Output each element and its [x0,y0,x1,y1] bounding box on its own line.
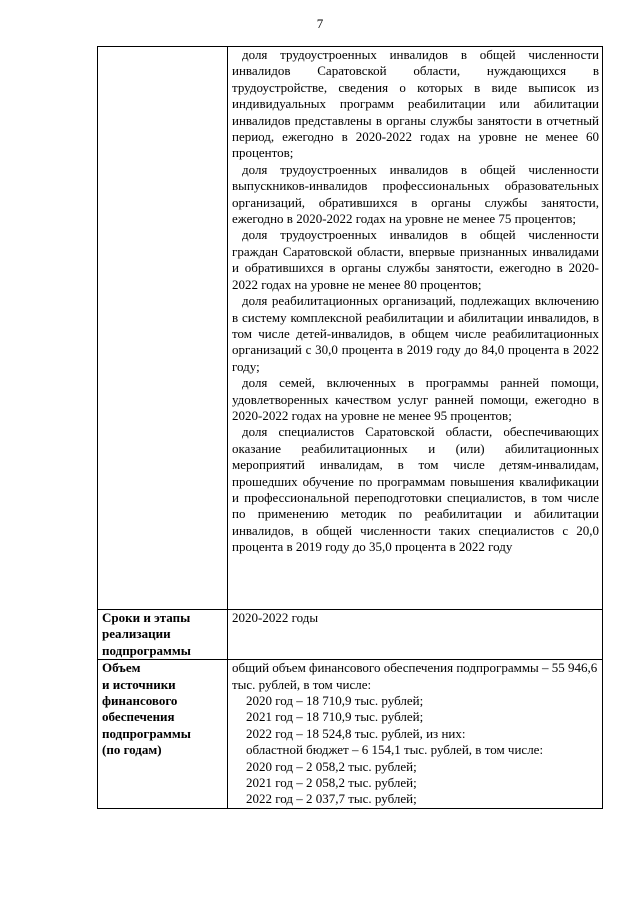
funding-label-line: (по годам) [102,742,162,758]
indicators-cell [228,47,603,610]
indicator-item: доля трудоустроенных инвалидов в общей численности граждан Саратовской области, впервые признанных инвалидами и обратившихся в органы службы занятости, ежегодно в 2020-2022 годах на уровне не менее 80 процентов; [232,227,599,292]
indicator-item: доля трудоустроенных инвалидов в общей численности инвалидов Саратовской области, нуждающихся в трудоустройстве, сведения о которых в виде выписок из индивидуальных программ реабилитации или абилитации инвалидов представлены в органы службы занятости в отчетный период, ежегодно в 2020-2022 годах на уровне не менее 60 процентов; [232,47,599,161]
table-row-timeline [98,610,603,660]
funding-year-line: 2022 год – 2 037,7 тыс. рублей; [246,791,417,807]
funding-label-line: обеспечения [102,709,175,725]
table-row-indicators [98,47,603,610]
indicator-item: доля специалистов Саратовской области, обеспечивающих оказание реабилитационных и (или) абилитационных мероприятий инвалидам, в том числе детям-инвалидам, прошедших обучение по программам повышения квалификации и профессиональной переподготовки специалистов, в том числе по применению методик по реабилитации и абилитации инвалидов, в общей численности таких специалистов с 20,0 процента в 2019 году до 35,0 процента в 2022 году [232,424,599,555]
funding-label-line: и источники [102,676,176,692]
funding-value [228,660,603,809]
table-row-funding [98,660,603,809]
funding-label-line: финансового [102,693,178,709]
timeline-value: 2020-2022 годы [228,610,603,660]
funding-year-line: 2021 год – 18 710,9 тыс. рублей; [246,709,424,725]
funding-label-line: Объем [102,660,141,676]
indicator-item: доля трудоустроенных инвалидов в общей численности выпускников-инвалидов профессиональных образовательных организаций, обратившихся в органы службы занятости, ежегодно в 2020-2022 годах на уровне не менее 75 процентов; [232,161,599,227]
passport-table [97,46,603,809]
funding-year-line: 2021 год – 2 058,2 тыс. рублей; [246,775,417,791]
funding-year-line: 2020 год – 18 710,9 тыс. рублей; [246,693,424,709]
indicator-item: доля семей, включенных в программы ранней помощи, удовлетворенных качеством услуг ранней помощи, ежегодно в 2020-2022 годах на уровне не менее 95 процентов; [232,375,599,423]
funding-year-line: 2020 год – 2 058,2 тыс. рублей; [246,758,417,774]
funding-label [98,660,228,809]
indicator-item: доля реабилитационных организаций, подлежащих включению в систему комплексной реабилитации и абилитации инвалидов, в том числе детей-инвалидов, в общем числе реабилитационных организаций с 30,0 процента в 2019 году до 84,0 процента в 2022 году; [232,293,599,374]
timeline-label: Сроки и этапы реализации подпрограммы [98,610,228,660]
funding-label-line: подпрограммы [102,725,191,741]
funding-year-line: 2022 год – 18 524,8 тыс. рублей, из них: [246,725,466,741]
label-cell-empty [98,47,228,610]
page-number: 7 [316,16,324,31]
funding-total: общий объем финансового обеспечения подпрограммы – 55 946,6 тыс. рублей, в том числе: [232,660,598,692]
funding-source-line: областной бюджет – 6 154,1 тыс. рублей, в том числе: [246,742,544,758]
